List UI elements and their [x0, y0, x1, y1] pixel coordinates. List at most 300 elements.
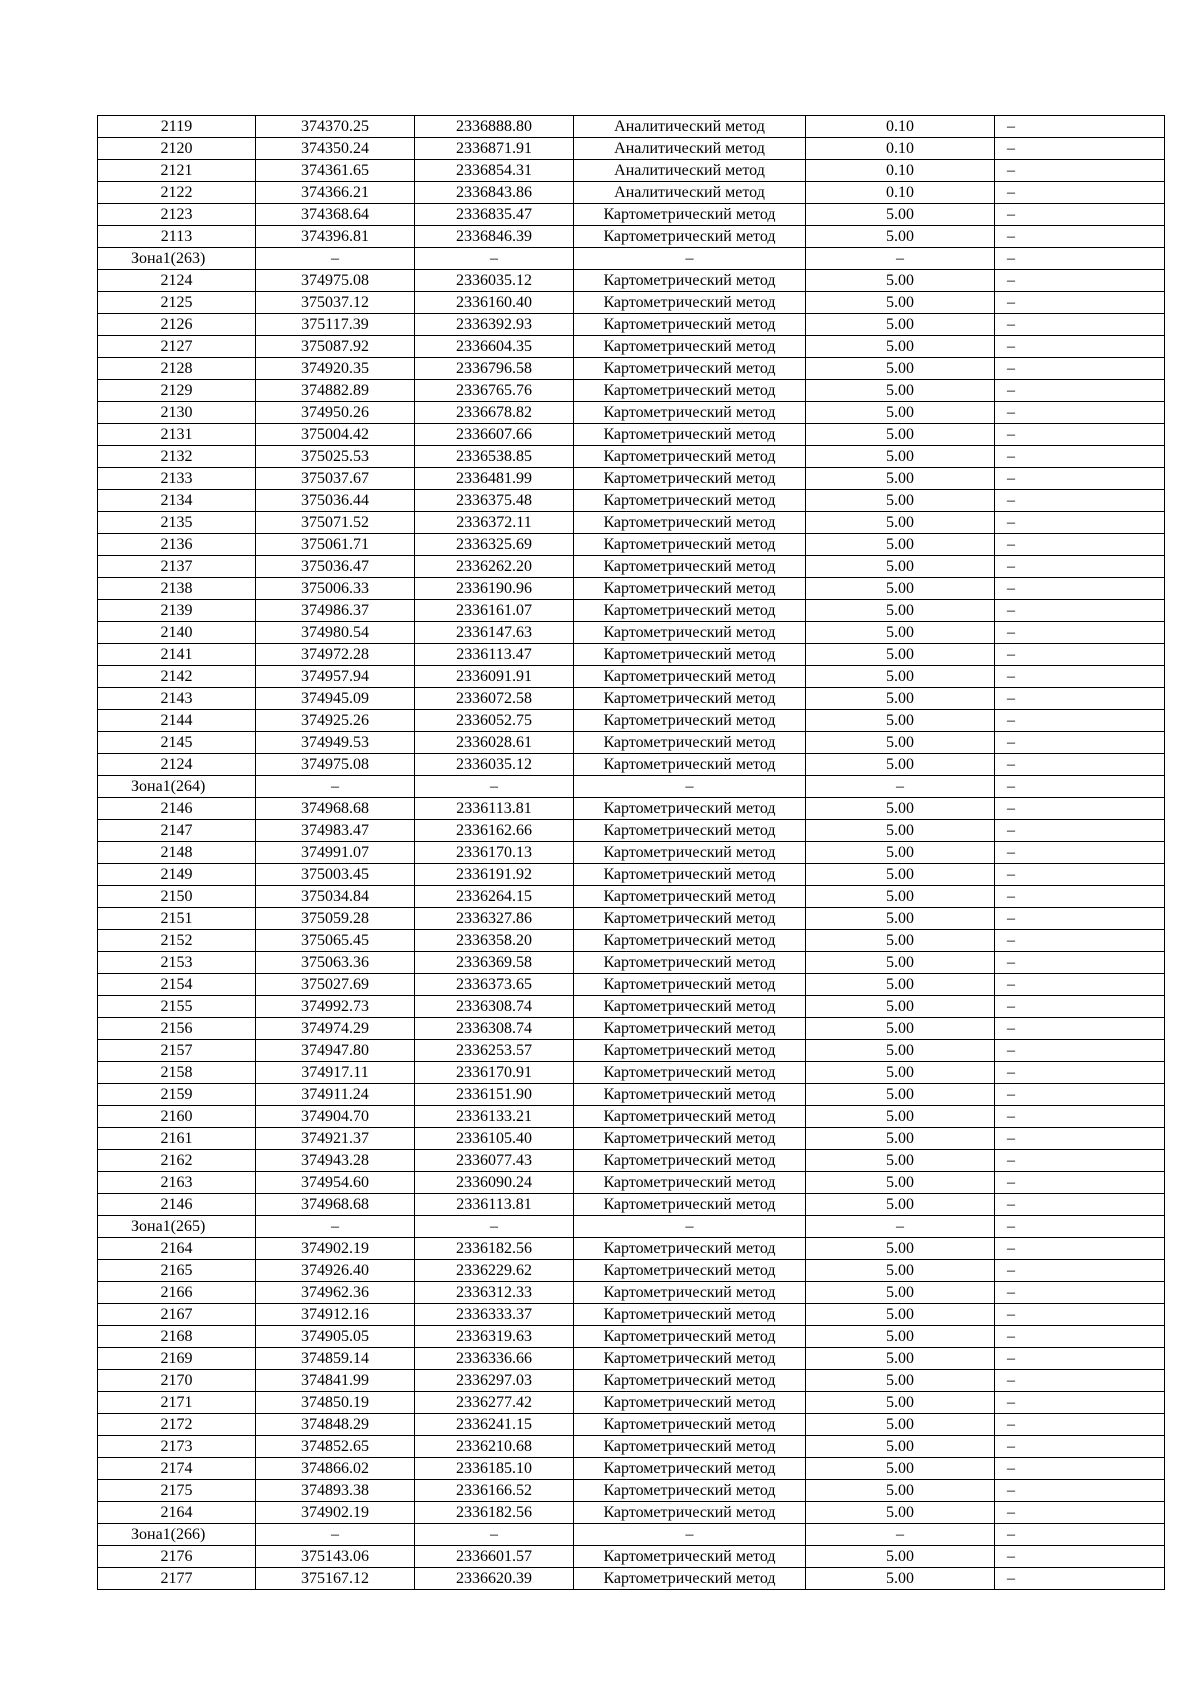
- y-coordinate-cell: 2336620.39: [415, 1568, 574, 1590]
- method-cell: Картометрический метод: [574, 644, 806, 666]
- x-coordinate-cell: 374893.38: [256, 1480, 415, 1502]
- point-id-cell: 2137: [98, 556, 256, 578]
- accuracy-cell: 5.00: [806, 1568, 995, 1590]
- x-coordinate-cell: 375027.69: [256, 974, 415, 996]
- accuracy-cell: 5.00: [806, 446, 995, 468]
- y-coordinate-cell: 2336162.66: [415, 820, 574, 842]
- x-coordinate-cell: 375036.44: [256, 490, 415, 512]
- point-id-cell: 2151: [98, 908, 256, 930]
- point-id-cell: 2172: [98, 1414, 256, 1436]
- x-coordinate-cell: 375037.12: [256, 292, 415, 314]
- zone-label-cell: Зона1(264): [98, 776, 256, 798]
- y-coordinate-cell: 2336369.58: [415, 952, 574, 974]
- method-cell: Картометрический метод: [574, 688, 806, 710]
- y-coordinate-cell: 2336604.35: [415, 336, 574, 358]
- table-row: [98, 314, 1165, 336]
- note-cell: –: [995, 600, 1165, 622]
- table-row: [98, 1436, 1165, 1458]
- note-cell: –: [995, 1194, 1165, 1216]
- note-cell: –: [995, 1216, 1165, 1238]
- point-id-cell: 2135: [98, 512, 256, 534]
- x-coordinate-cell: 374947.80: [256, 1040, 415, 1062]
- x-coordinate-cell: 374954.60: [256, 1172, 415, 1194]
- table-row: [98, 1392, 1165, 1414]
- accuracy-cell: 5.00: [806, 270, 995, 292]
- y-coordinate-cell: –: [415, 1524, 574, 1546]
- table-row: [98, 336, 1165, 358]
- x-coordinate-cell: 374361.65: [256, 160, 415, 182]
- note-cell: –: [995, 402, 1165, 424]
- point-id-cell: 2173: [98, 1436, 256, 1458]
- table-row: [98, 666, 1165, 688]
- accuracy-cell: 5.00: [806, 1546, 995, 1568]
- point-id-cell: 2146: [98, 798, 256, 820]
- point-id-cell: 2164: [98, 1502, 256, 1524]
- point-id-cell: 2161: [98, 1128, 256, 1150]
- method-cell: Картометрический метод: [574, 754, 806, 776]
- table-row: [98, 1348, 1165, 1370]
- x-coordinate-cell: 374882.89: [256, 380, 415, 402]
- note-cell: –: [995, 1040, 1165, 1062]
- table-row: [98, 468, 1165, 490]
- y-coordinate-cell: –: [415, 1216, 574, 1238]
- point-id-cell: 2122: [98, 182, 256, 204]
- coordinates-table-body: [98, 116, 1165, 1590]
- note-cell: –: [995, 996, 1165, 1018]
- x-coordinate-cell: 374852.65: [256, 1436, 415, 1458]
- accuracy-cell: 5.00: [806, 1436, 995, 1458]
- x-coordinate-cell: 374368.64: [256, 204, 415, 226]
- table-row: [98, 358, 1165, 380]
- y-coordinate-cell: 2336277.42: [415, 1392, 574, 1414]
- method-cell: Картометрический метод: [574, 1436, 806, 1458]
- point-id-cell: 2159: [98, 1084, 256, 1106]
- table-row: [98, 1106, 1165, 1128]
- method-cell: Картометрический метод: [574, 908, 806, 930]
- x-coordinate-cell: 374992.73: [256, 996, 415, 1018]
- accuracy-cell: 0.10: [806, 182, 995, 204]
- accuracy-cell: 5.00: [806, 974, 995, 996]
- method-cell: Картометрический метод: [574, 1238, 806, 1260]
- note-cell: –: [995, 930, 1165, 952]
- accuracy-cell: 5.00: [806, 1128, 995, 1150]
- note-cell: –: [995, 1414, 1165, 1436]
- note-cell: –: [995, 292, 1165, 314]
- accuracy-cell: 5.00: [806, 996, 995, 1018]
- y-coordinate-cell: 2336185.10: [415, 1458, 574, 1480]
- x-coordinate-cell: 374926.40: [256, 1260, 415, 1282]
- x-coordinate-cell: 374366.21: [256, 182, 415, 204]
- y-coordinate-cell: 2336358.20: [415, 930, 574, 952]
- table-row: [98, 1326, 1165, 1348]
- table-row: [98, 600, 1165, 622]
- accuracy-cell: 5.00: [806, 534, 995, 556]
- note-cell: –: [995, 270, 1165, 292]
- point-id-cell: 2136: [98, 534, 256, 556]
- table-row: [98, 622, 1165, 644]
- y-coordinate-cell: 2336241.15: [415, 1414, 574, 1436]
- note-cell: –: [995, 622, 1165, 644]
- method-cell: Картометрический метод: [574, 556, 806, 578]
- x-coordinate-cell: 374983.47: [256, 820, 415, 842]
- point-id-cell: 2165: [98, 1260, 256, 1282]
- table-row: [98, 754, 1165, 776]
- x-coordinate-cell: 375025.53: [256, 446, 415, 468]
- y-coordinate-cell: 2336035.12: [415, 754, 574, 776]
- method-cell: Аналитический метод: [574, 160, 806, 182]
- method-cell: Картометрический метод: [574, 1458, 806, 1480]
- method-cell: Картометрический метод: [574, 1018, 806, 1040]
- table-row: [98, 952, 1165, 974]
- y-coordinate-cell: 2336182.56: [415, 1238, 574, 1260]
- y-coordinate-cell: 2336871.91: [415, 138, 574, 160]
- x-coordinate-cell: 375006.33: [256, 578, 415, 600]
- note-cell: –: [995, 1436, 1165, 1458]
- x-coordinate-cell: 375036.47: [256, 556, 415, 578]
- note-cell: –: [995, 424, 1165, 446]
- method-cell: Картометрический метод: [574, 1568, 806, 1590]
- x-coordinate-cell: 374957.94: [256, 666, 415, 688]
- y-coordinate-cell: –: [415, 248, 574, 270]
- accuracy-cell: 5.00: [806, 1392, 995, 1414]
- note-cell: –: [995, 688, 1165, 710]
- accuracy-cell: 5.00: [806, 1348, 995, 1370]
- note-cell: –: [995, 160, 1165, 182]
- method-cell: Картометрический метод: [574, 886, 806, 908]
- accuracy-cell: 5.00: [806, 732, 995, 754]
- zone-header-row: [98, 776, 1165, 798]
- table-row: [98, 446, 1165, 468]
- point-id-cell: 2113: [98, 226, 256, 248]
- note-cell: –: [995, 248, 1165, 270]
- method-cell: Картометрический метод: [574, 226, 806, 248]
- point-id-cell: 2126: [98, 314, 256, 336]
- y-coordinate-cell: 2336105.40: [415, 1128, 574, 1150]
- x-coordinate-cell: 374904.70: [256, 1106, 415, 1128]
- accuracy-cell: 5.00: [806, 666, 995, 688]
- y-coordinate-cell: 2336113.47: [415, 644, 574, 666]
- table-row: [98, 160, 1165, 182]
- table-row: [98, 1282, 1165, 1304]
- note-cell: –: [995, 1304, 1165, 1326]
- point-id-cell: 2121: [98, 160, 256, 182]
- accuracy-cell: 5.00: [806, 1084, 995, 1106]
- table-row: [98, 292, 1165, 314]
- point-id-cell: 2131: [98, 424, 256, 446]
- method-cell: Картометрический метод: [574, 1348, 806, 1370]
- method-cell: Картометрический метод: [574, 666, 806, 688]
- y-coordinate-cell: 2336372.11: [415, 512, 574, 534]
- x-coordinate-cell: 374943.28: [256, 1150, 415, 1172]
- accuracy-cell: 5.00: [806, 1062, 995, 1084]
- note-cell: –: [995, 1392, 1165, 1414]
- point-id-cell: 2170: [98, 1370, 256, 1392]
- x-coordinate-cell: 375143.06: [256, 1546, 415, 1568]
- accuracy-cell: 5.00: [806, 424, 995, 446]
- point-id-cell: 2132: [98, 446, 256, 468]
- accuracy-cell: 5.00: [806, 1194, 995, 1216]
- x-coordinate-cell: 374370.25: [256, 116, 415, 138]
- method-cell: Картометрический метод: [574, 446, 806, 468]
- y-coordinate-cell: 2336161.07: [415, 600, 574, 622]
- method-cell: Картометрический метод: [574, 864, 806, 886]
- y-coordinate-cell: 2336170.13: [415, 842, 574, 864]
- point-id-cell: 2152: [98, 930, 256, 952]
- table-row: [98, 182, 1165, 204]
- note-cell: –: [995, 974, 1165, 996]
- table-row: [98, 1458, 1165, 1480]
- accuracy-cell: 5.00: [806, 204, 995, 226]
- method-cell: Картометрический метод: [574, 996, 806, 1018]
- accuracy-cell: 0.10: [806, 116, 995, 138]
- y-coordinate-cell: 2336210.68: [415, 1436, 574, 1458]
- x-coordinate-cell: 374912.16: [256, 1304, 415, 1326]
- table-row: [98, 1150, 1165, 1172]
- method-cell: Аналитический метод: [574, 138, 806, 160]
- table-row: [98, 578, 1165, 600]
- accuracy-cell: 5.00: [806, 600, 995, 622]
- table-row: [98, 1018, 1165, 1040]
- accuracy-cell: 5.00: [806, 842, 995, 864]
- note-cell: –: [995, 1150, 1165, 1172]
- point-id-cell: 2128: [98, 358, 256, 380]
- table-row: [98, 732, 1165, 754]
- point-id-cell: 2133: [98, 468, 256, 490]
- point-id-cell: 2147: [98, 820, 256, 842]
- accuracy-cell: 5.00: [806, 1150, 995, 1172]
- y-coordinate-cell: 2336264.15: [415, 886, 574, 908]
- x-coordinate-cell: 374902.19: [256, 1502, 415, 1524]
- table-row: [98, 1260, 1165, 1282]
- y-coordinate-cell: 2336607.66: [415, 424, 574, 446]
- y-coordinate-cell: 2336835.47: [415, 204, 574, 226]
- note-cell: –: [995, 1502, 1165, 1524]
- accuracy-cell: 5.00: [806, 512, 995, 534]
- table-row: [98, 424, 1165, 446]
- accuracy-cell: 5.00: [806, 1480, 995, 1502]
- y-coordinate-cell: 2336392.93: [415, 314, 574, 336]
- method-cell: Картометрический метод: [574, 1172, 806, 1194]
- y-coordinate-cell: 2336190.96: [415, 578, 574, 600]
- y-coordinate-cell: 2336052.75: [415, 710, 574, 732]
- x-coordinate-cell: 374921.37: [256, 1128, 415, 1150]
- accuracy-cell: 5.00: [806, 644, 995, 666]
- x-coordinate-cell: 374986.37: [256, 600, 415, 622]
- accuracy-cell: 5.00: [806, 930, 995, 952]
- method-cell: Картометрический метод: [574, 1546, 806, 1568]
- table-row: [98, 1172, 1165, 1194]
- point-id-cell: 2175: [98, 1480, 256, 1502]
- x-coordinate-cell: 374950.26: [256, 402, 415, 424]
- table-row: [98, 1238, 1165, 1260]
- point-id-cell: 2140: [98, 622, 256, 644]
- y-coordinate-cell: 2336325.69: [415, 534, 574, 556]
- note-cell: –: [995, 1238, 1165, 1260]
- method-cell: Картометрический метод: [574, 1040, 806, 1062]
- point-id-cell: 2145: [98, 732, 256, 754]
- note-cell: –: [995, 446, 1165, 468]
- note-cell: –: [995, 314, 1165, 336]
- table-row: [98, 1370, 1165, 1392]
- note-cell: –: [995, 556, 1165, 578]
- note-cell: –: [995, 116, 1165, 138]
- accuracy-cell: 5.00: [806, 1326, 995, 1348]
- accuracy-cell: 5.00: [806, 1502, 995, 1524]
- y-coordinate-cell: 2336333.37: [415, 1304, 574, 1326]
- x-coordinate-cell: 375059.28: [256, 908, 415, 930]
- note-cell: –: [995, 1524, 1165, 1546]
- method-cell: Картометрический метод: [574, 534, 806, 556]
- x-coordinate-cell: 374866.02: [256, 1458, 415, 1480]
- x-coordinate-cell: 375065.45: [256, 930, 415, 952]
- x-coordinate-cell: 375004.42: [256, 424, 415, 446]
- y-coordinate-cell: 2336133.21: [415, 1106, 574, 1128]
- point-id-cell: 2163: [98, 1172, 256, 1194]
- method-cell: Картометрический метод: [574, 600, 806, 622]
- method-cell: Картометрический метод: [574, 1392, 806, 1414]
- method-cell: Картометрический метод: [574, 358, 806, 380]
- note-cell: –: [995, 1546, 1165, 1568]
- y-coordinate-cell: 2336151.90: [415, 1084, 574, 1106]
- method-cell: –: [574, 1524, 806, 1546]
- y-coordinate-cell: 2336113.81: [415, 798, 574, 820]
- x-coordinate-cell: 374917.11: [256, 1062, 415, 1084]
- point-id-cell: 2167: [98, 1304, 256, 1326]
- note-cell: –: [995, 864, 1165, 886]
- accuracy-cell: 5.00: [806, 622, 995, 644]
- note-cell: –: [995, 908, 1165, 930]
- accuracy-cell: 5.00: [806, 578, 995, 600]
- point-id-cell: 2150: [98, 886, 256, 908]
- x-coordinate-cell: 374925.26: [256, 710, 415, 732]
- note-cell: –: [995, 1018, 1165, 1040]
- table-row: [98, 798, 1165, 820]
- y-coordinate-cell: 2336312.33: [415, 1282, 574, 1304]
- method-cell: Картометрический метод: [574, 622, 806, 644]
- note-cell: –: [995, 1480, 1165, 1502]
- accuracy-cell: 5.00: [806, 292, 995, 314]
- x-coordinate-cell: 374949.53: [256, 732, 415, 754]
- accuracy-cell: 5.00: [806, 468, 995, 490]
- point-id-cell: 2123: [98, 204, 256, 226]
- accuracy-cell: 0.10: [806, 138, 995, 160]
- y-coordinate-cell: 2336375.48: [415, 490, 574, 512]
- method-cell: Картометрический метод: [574, 798, 806, 820]
- y-coordinate-cell: 2336319.63: [415, 1326, 574, 1348]
- y-coordinate-cell: 2336160.40: [415, 292, 574, 314]
- y-coordinate-cell: 2336090.24: [415, 1172, 574, 1194]
- accuracy-cell: 5.00: [806, 908, 995, 930]
- accuracy-cell: 5.00: [806, 1370, 995, 1392]
- point-id-cell: 2164: [98, 1238, 256, 1260]
- note-cell: –: [995, 1326, 1165, 1348]
- x-coordinate-cell: 374850.19: [256, 1392, 415, 1414]
- point-id-cell: 2144: [98, 710, 256, 732]
- y-coordinate-cell: 2336373.65: [415, 974, 574, 996]
- y-coordinate-cell: 2336253.57: [415, 1040, 574, 1062]
- y-coordinate-cell: 2336229.62: [415, 1260, 574, 1282]
- note-cell: –: [995, 1458, 1165, 1480]
- x-coordinate-cell: 374350.24: [256, 138, 415, 160]
- table-row: [98, 1194, 1165, 1216]
- method-cell: Картометрический метод: [574, 1326, 806, 1348]
- point-id-cell: 2125: [98, 292, 256, 314]
- note-cell: –: [995, 820, 1165, 842]
- x-coordinate-cell: 374975.08: [256, 754, 415, 776]
- accuracy-cell: 5.00: [806, 820, 995, 842]
- y-coordinate-cell: 2336601.57: [415, 1546, 574, 1568]
- accuracy-cell: –: [806, 1524, 995, 1546]
- method-cell: Аналитический метод: [574, 116, 806, 138]
- method-cell: Картометрический метод: [574, 424, 806, 446]
- method-cell: Картометрический метод: [574, 1150, 806, 1172]
- accuracy-cell: 5.00: [806, 490, 995, 512]
- zone-label-cell: Зона1(263): [98, 248, 256, 270]
- x-coordinate-cell: –: [256, 248, 415, 270]
- accuracy-cell: 5.00: [806, 556, 995, 578]
- accuracy-cell: 5.00: [806, 1260, 995, 1282]
- y-coordinate-cell: 2336191.92: [415, 864, 574, 886]
- table-row: [98, 1084, 1165, 1106]
- table-row: [98, 710, 1165, 732]
- y-coordinate-cell: 2336854.31: [415, 160, 574, 182]
- y-coordinate-cell: 2336077.43: [415, 1150, 574, 1172]
- note-cell: –: [995, 578, 1165, 600]
- table-row: [98, 1062, 1165, 1084]
- accuracy-cell: 5.00: [806, 358, 995, 380]
- point-id-cell: 2120: [98, 138, 256, 160]
- point-id-cell: 2149: [98, 864, 256, 886]
- x-coordinate-cell: 374968.68: [256, 1194, 415, 1216]
- note-cell: –: [995, 776, 1165, 798]
- table-row: [98, 974, 1165, 996]
- method-cell: Картометрический метод: [574, 1106, 806, 1128]
- accuracy-cell: 5.00: [806, 1018, 995, 1040]
- method-cell: Картометрический метод: [574, 490, 806, 512]
- method-cell: Картометрический метод: [574, 1414, 806, 1436]
- table-row: [98, 512, 1165, 534]
- table-row: [98, 402, 1165, 424]
- accuracy-cell: –: [806, 1216, 995, 1238]
- zone-label-cell: Зона1(266): [98, 1524, 256, 1546]
- point-id-cell: 2156: [98, 1018, 256, 1040]
- point-id-cell: 2124: [98, 754, 256, 776]
- point-id-cell: 2160: [98, 1106, 256, 1128]
- accuracy-cell: 5.00: [806, 710, 995, 732]
- note-cell: –: [995, 1282, 1165, 1304]
- y-coordinate-cell: 2336166.52: [415, 1480, 574, 1502]
- y-coordinate-cell: –: [415, 776, 574, 798]
- table-row: [98, 1128, 1165, 1150]
- point-id-cell: 2177: [98, 1568, 256, 1590]
- x-coordinate-cell: –: [256, 776, 415, 798]
- point-id-cell: 2139: [98, 600, 256, 622]
- x-coordinate-cell: 374911.24: [256, 1084, 415, 1106]
- zone-header-row: [98, 1524, 1165, 1546]
- table-row: [98, 1040, 1165, 1062]
- table-row: [98, 226, 1165, 248]
- x-coordinate-cell: 374396.81: [256, 226, 415, 248]
- note-cell: –: [995, 886, 1165, 908]
- table-row: [98, 534, 1165, 556]
- accuracy-cell: 5.00: [806, 226, 995, 248]
- accuracy-cell: 5.00: [806, 1238, 995, 1260]
- point-id-cell: 2162: [98, 1150, 256, 1172]
- point-id-cell: 2142: [98, 666, 256, 688]
- table-row: [98, 1502, 1165, 1524]
- point-id-cell: 2157: [98, 1040, 256, 1062]
- method-cell: Картометрический метод: [574, 1480, 806, 1502]
